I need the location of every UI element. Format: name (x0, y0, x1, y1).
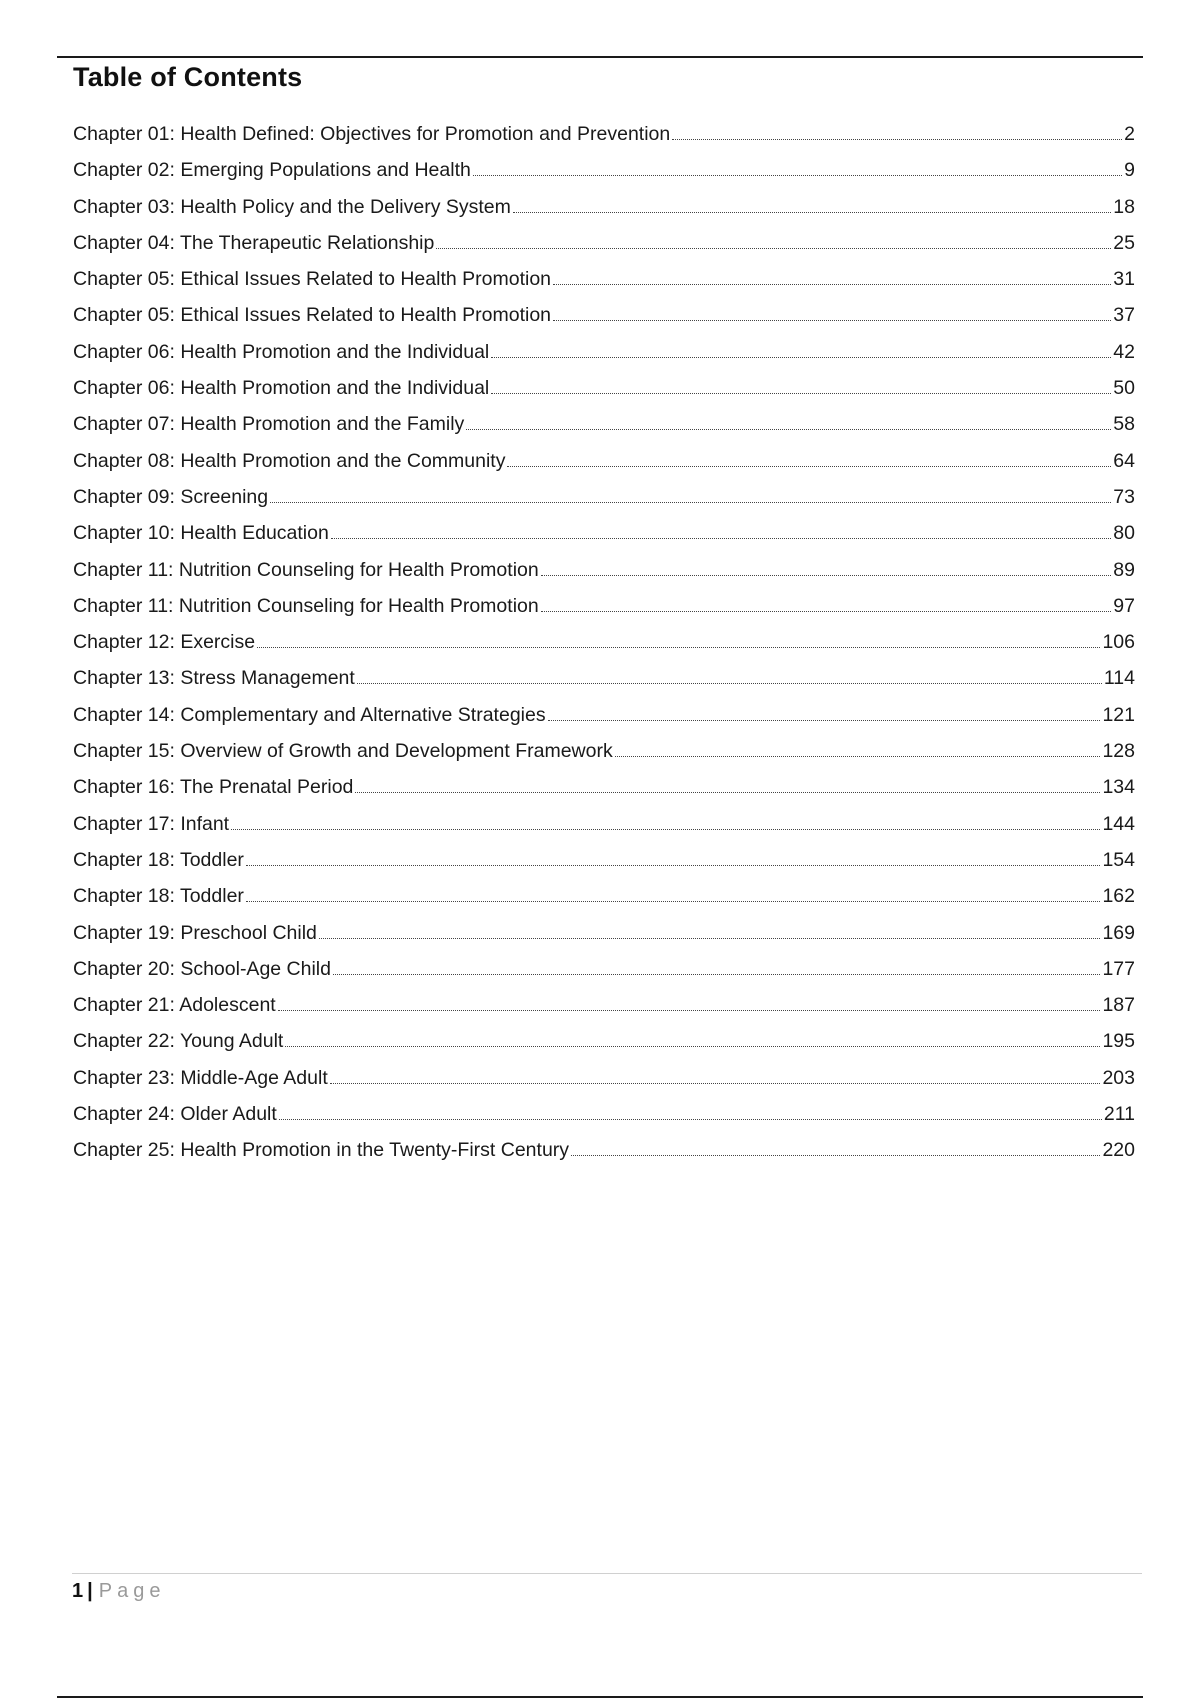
toc-entry-page-number: 31 (1113, 268, 1135, 291)
toc-entry[interactable] (73, 189, 1135, 225)
toc-entry-title: Chapter 09: Screening (73, 485, 269, 508)
toc-entry[interactable] (73, 370, 1135, 406)
footer-page-number: 1 (72, 1580, 84, 1602)
toc-entry-page-number: 195 (1102, 1030, 1135, 1053)
toc-entry-title: Chapter 02: Emerging Populations and Health (73, 159, 471, 182)
toc-entry[interactable] (73, 152, 1135, 188)
toc-entry-title: Chapter 23: Middle-Age Adult (73, 1066, 328, 1089)
toc-dot-leader (541, 610, 1112, 612)
toc-entry-page-number: 128 (1102, 740, 1135, 763)
toc-entry-title: Chapter 21: Adolescent (73, 994, 276, 1017)
toc-entry-title: Chapter 10: Health Education (73, 522, 329, 545)
toc-entry-page-number: 25 (1113, 231, 1135, 254)
toc-entry-title: Chapter 13: Stress Management (73, 667, 355, 690)
toc-entry-title: Chapter 15: Overview of Growth and Development Framework (73, 740, 613, 763)
toc-dot-leader (513, 211, 1111, 213)
top-border-rule (57, 56, 1143, 58)
toc-entry-page-number: 2 (1124, 123, 1135, 145)
toc-entry-page-number: 134 (1102, 776, 1135, 799)
toc-entry-title: Chapter 20: School-Age Child (73, 957, 331, 980)
page-footer (72, 1579, 165, 1603)
toc-entry-title: Chapter 01: Health Defined: Objectives for Promotion and Prevention (73, 123, 671, 145)
page-title: Table of Contents (73, 62, 303, 92)
toc-entry-page-number: 89 (1113, 558, 1135, 581)
toc-entry-page-number: 64 (1113, 449, 1135, 472)
toc-entry-title: Chapter 11: Nutrition Counseling for Health Promotion (73, 594, 539, 617)
toc-dot-leader (436, 247, 1111, 249)
toc-entry[interactable] (73, 624, 1135, 660)
toc-entry-title: Chapter 11: Nutrition Counseling for Health Promotion (73, 558, 539, 581)
toc-entry[interactable] (73, 552, 1135, 588)
toc-dot-leader (571, 1154, 1100, 1156)
toc-entry-title: Chapter 05: Ethical Issues Related to Health Promotion (73, 304, 552, 327)
toc-dot-leader (270, 501, 1111, 503)
toc-entry-title: Chapter 18: Toddler (73, 848, 244, 871)
toc-entry-title: Chapter 04: The Therapeutic Relationship (73, 231, 435, 254)
toc-entry[interactable] (73, 660, 1135, 696)
toc-dot-leader (246, 864, 1101, 866)
toc-entry[interactable] (73, 1132, 1135, 1168)
toc-entry[interactable] (73, 733, 1135, 769)
toc-entry-title: Chapter 12: Exercise (73, 631, 256, 654)
toc-dot-leader (355, 791, 1100, 793)
toc-entry-title: Chapter 17: Infant (73, 812, 230, 835)
toc-entry-title: Chapter 08: Health Promotion and the Community (73, 449, 506, 472)
toc-entry[interactable] (73, 225, 1135, 261)
toc-entry[interactable] (73, 769, 1135, 805)
toc-entry-title: Chapter 03: Health Policy and the Delivery System (73, 195, 511, 218)
toc-dot-leader (319, 937, 1101, 939)
toc-dot-leader (672, 138, 1122, 140)
toc-entry-title: Chapter 06: Health Promotion and the Individual (73, 340, 490, 363)
toc-dot-leader (548, 719, 1101, 721)
toc-entry-title: Chapter 19: Preschool Child (73, 921, 317, 944)
toc-entry[interactable] (73, 334, 1135, 370)
toc-entry-page-number: 50 (1113, 377, 1135, 400)
toc-entry-page-number: 114 (1103, 667, 1135, 690)
toc-entry-title: Chapter 24: Older Adult (73, 1103, 277, 1126)
toc-entry-title: Chapter 16: The Prenatal Period (73, 776, 354, 799)
toc-entry-title: Chapter 14: Complementary and Alternative Strategies (73, 703, 546, 726)
toc-entry-page-number: 187 (1102, 994, 1135, 1017)
toc-entry-page-number: 9 (1124, 159, 1135, 182)
toc-dot-leader (357, 682, 1102, 684)
toc-entry-page-number: 154 (1102, 848, 1135, 871)
toc-entry-page-number: 18 (1113, 195, 1135, 218)
toc-entry-page-number: 80 (1113, 522, 1135, 545)
toc-entry[interactable] (73, 1060, 1135, 1096)
toc-entry[interactable] (73, 443, 1135, 479)
toc-entry[interactable] (73, 842, 1135, 878)
toc-entry[interactable] (73, 116, 1135, 152)
toc-entry-page-number: 73 (1113, 485, 1135, 508)
toc-entry-page-number: 220 (1102, 1139, 1135, 1162)
toc-entry[interactable] (73, 806, 1135, 842)
toc-entry[interactable] (73, 1023, 1135, 1059)
toc-dot-leader (615, 755, 1101, 757)
toc-entry[interactable] (73, 261, 1135, 297)
toc-dot-leader (466, 428, 1111, 430)
toc-entry[interactable] (73, 406, 1135, 442)
toc-list (73, 116, 1135, 1169)
toc-dot-leader (553, 319, 1111, 321)
toc-entry[interactable] (73, 1096, 1135, 1132)
toc-entry[interactable] (73, 951, 1135, 987)
toc-dot-leader (246, 900, 1101, 902)
toc-entry-page-number: 106 (1102, 631, 1135, 654)
toc-entry[interactable] (73, 588, 1135, 624)
toc-entry-title: Chapter 22: Young Adult (73, 1030, 284, 1053)
toc-entry[interactable] (73, 515, 1135, 551)
toc-dot-leader (285, 1045, 1100, 1047)
toc-dot-leader (279, 1118, 1102, 1120)
toc-entry[interactable] (73, 479, 1135, 515)
toc-entry-page-number: 37 (1113, 304, 1135, 327)
toc-dot-leader (231, 828, 1100, 830)
toc-dot-leader (333, 973, 1100, 975)
toc-dot-leader (257, 646, 1100, 648)
toc-entry[interactable] (73, 297, 1135, 333)
toc-entry-page-number: 121 (1102, 703, 1135, 726)
footer-page-label: Page (98, 1580, 166, 1602)
toc-entry-page-number: 42 (1113, 340, 1135, 363)
toc-dot-leader (491, 356, 1111, 358)
toc-entry[interactable] (73, 697, 1135, 733)
toc-dot-leader (507, 465, 1111, 467)
toc-dot-leader (473, 174, 1122, 176)
toc-entry-page-number: 58 (1113, 413, 1135, 436)
toc-entry-title: Chapter 07: Health Promotion and the Family (73, 413, 465, 436)
toc-entry-title: Chapter 06: Health Promotion and the Individual (73, 377, 490, 400)
footer-separator: | (87, 1580, 93, 1602)
toc-entry-page-number: 211 (1103, 1103, 1135, 1126)
toc-dot-leader (330, 1082, 1101, 1084)
toc-entry-title: Chapter 18: Toddler (73, 885, 244, 908)
toc-entry-page-number: 162 (1102, 885, 1135, 908)
toc-dot-leader (278, 1009, 1101, 1011)
footer-divider (72, 1573, 1142, 1574)
toc-dot-leader (541, 574, 1112, 576)
toc-entry-page-number: 97 (1113, 594, 1135, 617)
toc-entry-page-number: 144 (1102, 812, 1135, 835)
toc-entry[interactable] (73, 878, 1135, 914)
bottom-border-rule (57, 1696, 1143, 1698)
toc-entry[interactable] (73, 987, 1135, 1023)
toc-entry-page-number: 169 (1102, 921, 1135, 944)
toc-entry-title: Chapter 05: Ethical Issues Related to Health Promotion (73, 268, 552, 291)
toc-entry-title: Chapter 25: Health Promotion in the Twenty-First Century (73, 1139, 570, 1162)
toc-entry-page-number: 177 (1102, 957, 1135, 980)
toc-dot-leader (553, 283, 1111, 285)
toc-dot-leader (331, 537, 1111, 539)
toc-dot-leader (491, 392, 1111, 394)
toc-entry-page-number: 203 (1102, 1066, 1135, 1089)
toc-entry[interactable] (73, 915, 1135, 951)
